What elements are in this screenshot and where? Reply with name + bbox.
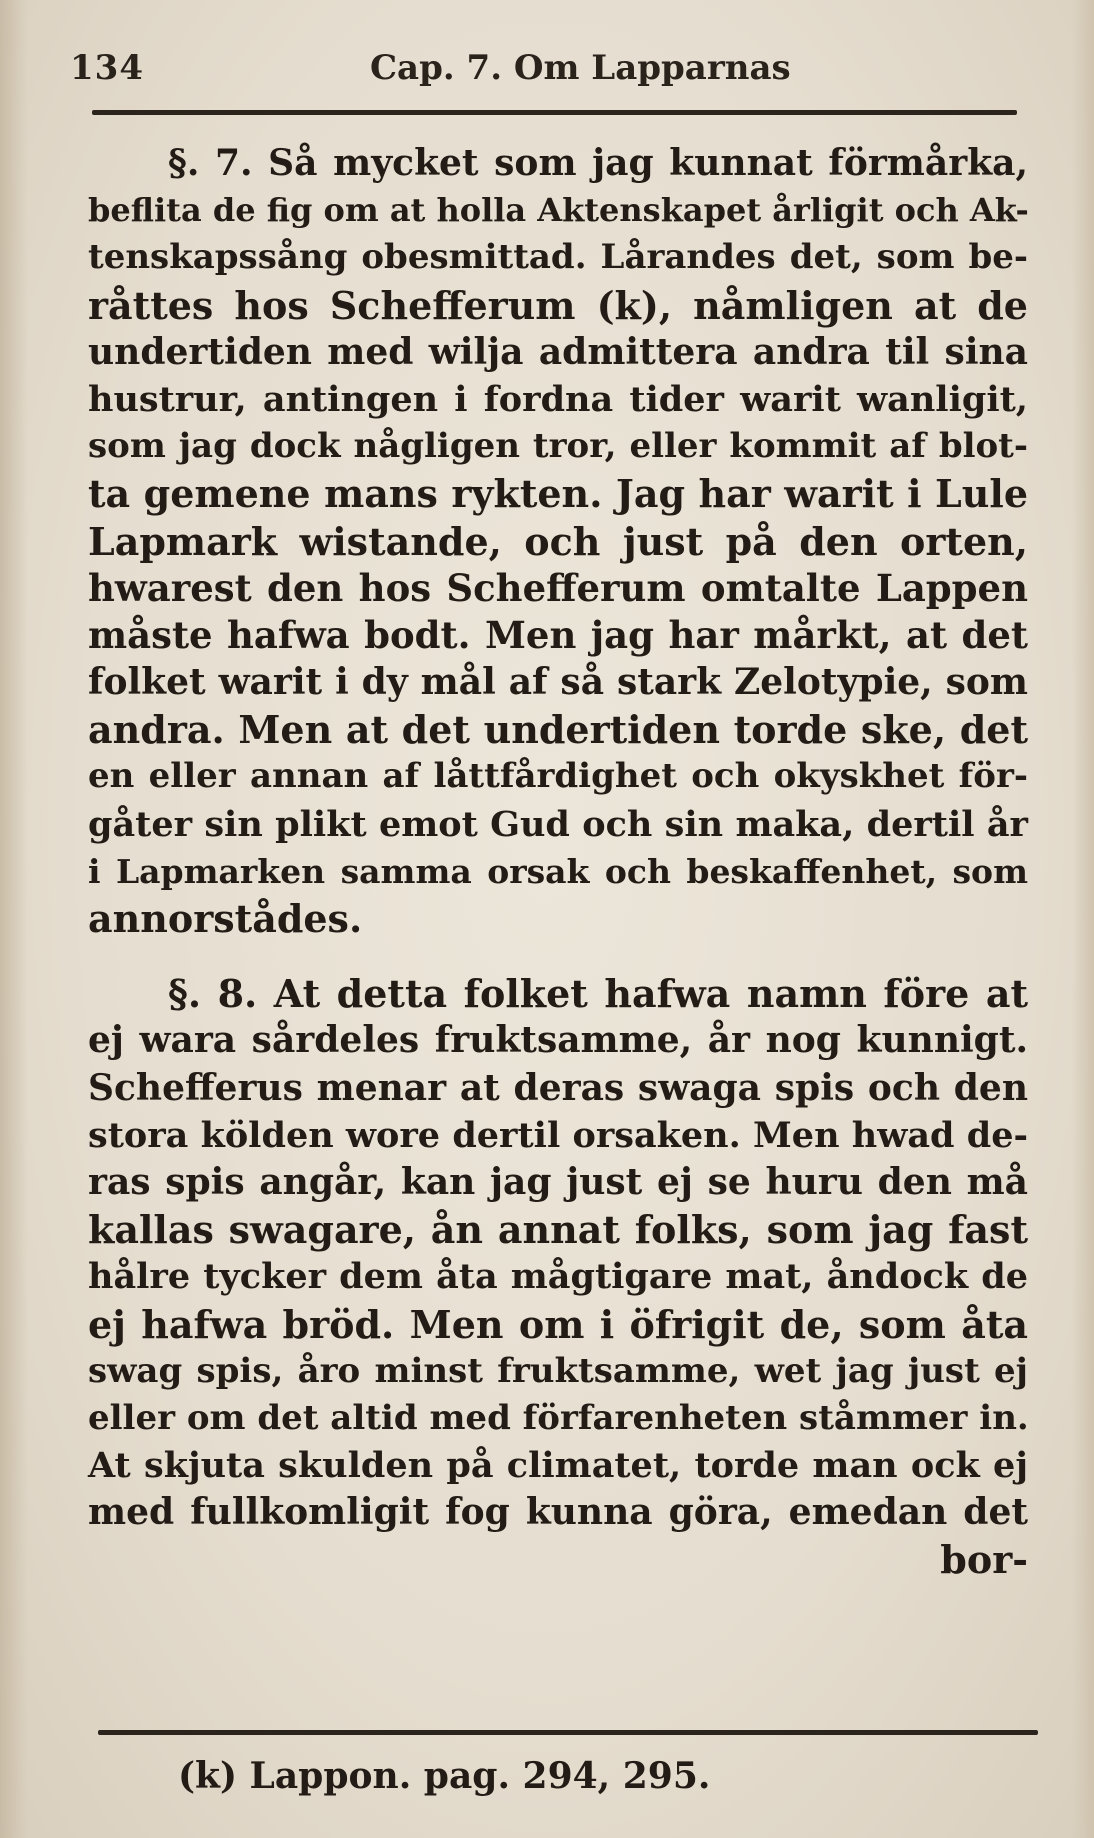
text-line: hustrur, antingen i fordna tider warit wanligit, <box>88 378 1028 420</box>
text-line: i Lapmarken samma orsak och beskaffenhet, som <box>88 851 1028 891</box>
body-text <box>88 140 1028 1584</box>
text-line: ras spis angår, kan jag just ej se huru den må <box>88 1160 1028 1203</box>
text-line: ej hafwa bröd. Men om i öfrigit de, som åta <box>88 1301 1028 1347</box>
text-line: hwarest den hos Schefferum omtalte Lappen <box>88 565 1028 610</box>
text-line: andra. Men at det undertiden torde ske, det <box>88 707 1028 753</box>
text-line: Schefferus menar at deras swaga spis och den <box>88 1066 1028 1109</box>
text-line: med fullkomligit fog kunna göra, emedan det <box>88 1491 1028 1534</box>
footnote: (k) Lappon. pag. 294, 295. <box>178 1755 711 1797</box>
running-title: Cap. 7. Om Lapparnas <box>370 48 791 88</box>
header-rule <box>92 110 1017 115</box>
text-line: ta gemene mans rykten. Jag har warit i Lule <box>88 471 1028 517</box>
text-line: beflita de fig om at holla Aktenskapet årligit och Ak- <box>88 191 1029 230</box>
page-number: 134 <box>70 48 144 88</box>
text-line: tenskapssång obesmittad. Lårandes det, som be- <box>88 237 1028 278</box>
footnote-rule <box>98 1730 1038 1735</box>
text-line: At skjuta skulden på climatet, torde man ock ej <box>88 1445 1028 1487</box>
text-line: §. 8. At detta folket hafwa namn före at <box>168 971 1028 1017</box>
text-line: gåter sin plikt emot Gud och sin maka, dertil år <box>88 803 1028 845</box>
text-line: måste hafwa bodt. Men jag har mårkt, at det <box>88 612 1028 657</box>
catchword: bor- <box>940 1537 1028 1583</box>
text-line: stora kölden wore dertil orsaken. Men hwad de- <box>88 1114 1028 1156</box>
paragraph-gap <box>88 942 1028 970</box>
text-line: Lapmark wistande, och just på den orten, <box>88 518 1028 564</box>
text-line: råttes hos Schefferum (k), nåmligen at de <box>88 282 1028 328</box>
text-line: swag spis, åro minst fruktsamme, wet jag just ej <box>88 1350 1028 1391</box>
text-line: undertiden med wilja admittera andra til sina <box>88 330 1028 373</box>
text-line: som jag dock någligen tror, eller kommit af blot- <box>88 426 1028 467</box>
text-line: eller om det altid med förfarenheten ståmmer in. <box>88 1397 1029 1438</box>
text-line: annorstådes. <box>88 896 363 941</box>
text-line: ej wara sårdeles fruktsamme, år nog kunnigt. <box>88 1019 1028 1062</box>
text-line: en eller annan af låttfårdighet och okyskhet för- <box>88 756 1028 797</box>
running-head <box>70 48 1030 98</box>
text-line: kallas swagare, ån annat folks, som jag fast <box>88 1207 1028 1253</box>
text-line: hålre tycker dem åta mågtigare mat, åndock de <box>88 1256 1028 1298</box>
text-line: §. 7. Så mycket som jag kunnat förmårka, <box>168 142 1028 184</box>
text-line: folket warit i dy mål af så stark Zelotypie, som <box>88 661 1028 704</box>
